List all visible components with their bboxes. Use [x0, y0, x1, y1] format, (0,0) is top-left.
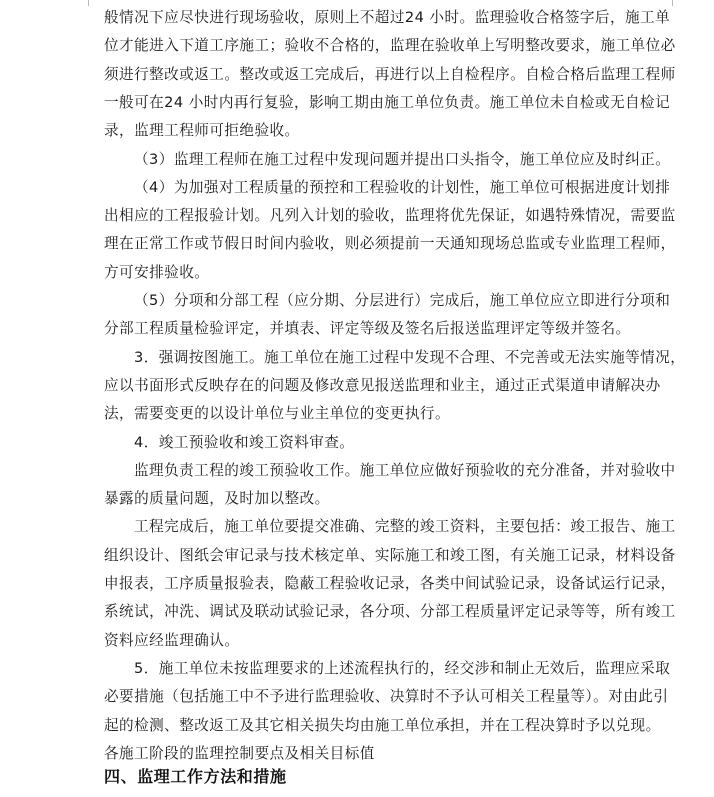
text-line: 出相应的工程报验计划。凡列入计划的验收，监理将优先保证，如遇特殊情况，需要监: [104, 207, 676, 225]
text-line: 申报表，工序质量报验表，隐蔽工程验收记录，各类中间试验记录，设备试运行记录，: [104, 575, 676, 592]
right-margin-marker: [672, 0, 673, 6]
text-line: 4．竣工预验收和竣工资料审查。: [134, 433, 355, 451]
text-line: （4）为加强对工程质量的预控和工程验收的计划性，施工单位可根据进度计划排: [134, 178, 671, 196]
text-line: 须进行整改或返工。整改或返工完成后，再进行以上自检程序。自检合格后监理工程师: [104, 65, 676, 83]
text-line: 组织设计、图纸会审记录与技术核定单、实际施工和竣工图，有关施工记录，材料设备: [104, 546, 676, 564]
text-line: 系统试，冲洗、调试及联动试验记录，各分项、分部工程质量评定记录等等，所有竣工: [104, 603, 676, 621]
text-line: 位才能进入下道工序施工；验收不合格的，监理在验收单上写明整改要求，施工单位必: [104, 37, 676, 55]
text-line: （3）监理工程师在施工过程中发现问题并提出口头指令，施工单位应及时纠正。: [134, 150, 671, 168]
text-line: 录，监理工程师可拒绝验收。: [104, 122, 300, 140]
text-line: 一般可在24 小时内再行复验，影响工期由施工单位负责。施工单位未自检或无自检记: [104, 93, 671, 111]
section-heading: 四、监理工作方法和措施: [104, 767, 287, 786]
text-line: 分部工程质量检验评定，并填表、评定等级及签名后报送监理评定等级并签名。: [104, 320, 631, 338]
text-line: 5．施工单位未按监理要求的上述流程执行的，经交涉和制止无效后，监理应采取: [134, 659, 671, 677]
text-line: 3．强调按图施工。施工单位在施工过程中发现不合理、不完善或无法实施等情况，: [134, 348, 686, 366]
text-line: 各施工阶段的监理控制要点及相关目标值: [104, 744, 375, 762]
text-line: 暴露的质量问题，及时加以整改。: [104, 490, 330, 508]
text-line: 工程完成后，施工单位要提交准确、完整的竣工资料，主要包括：竣工报告、施工: [134, 518, 676, 536]
text-line: 法，需要变更的以设计单位与业主单位的变更执行。: [104, 405, 451, 423]
text-line: （5）分项和分部工程（应分期、分层进行）完成后，施工单位应立即进行分项和: [134, 292, 671, 309]
text-line: 资料应经监理确认。: [104, 631, 240, 649]
left-margin-marker: [88, 0, 89, 6]
text-line: 般情况下应尽快进行现场验收，原则上不超过24 小时。监理验收合格签字后，施工单: [104, 9, 671, 26]
text-line: 起的检测、整改返工及其它相关损失均由施工单位承担，并在工程决算时予以兑现。: [104, 716, 661, 734]
text-line: 应以书面形式反映存在的问题及修改意见报送监理和业主，通过正式渠道申请解决办: [104, 376, 661, 394]
text-line: 监理负责工程的竣工预验收工作。施工单位应做好预验收的充分准备，并对验收中: [134, 461, 676, 479]
text-line: 必要措施（包括施工中不予进行监理验收、决算时不予认可相关工程量等）。对由此引: [104, 688, 669, 706]
text-line: 理在正常工作或节假日时间内验收，则必须提前一天通知现场总监或专业监理工程师，: [104, 235, 676, 253]
text-line: 方可安排验收。: [104, 263, 210, 281]
